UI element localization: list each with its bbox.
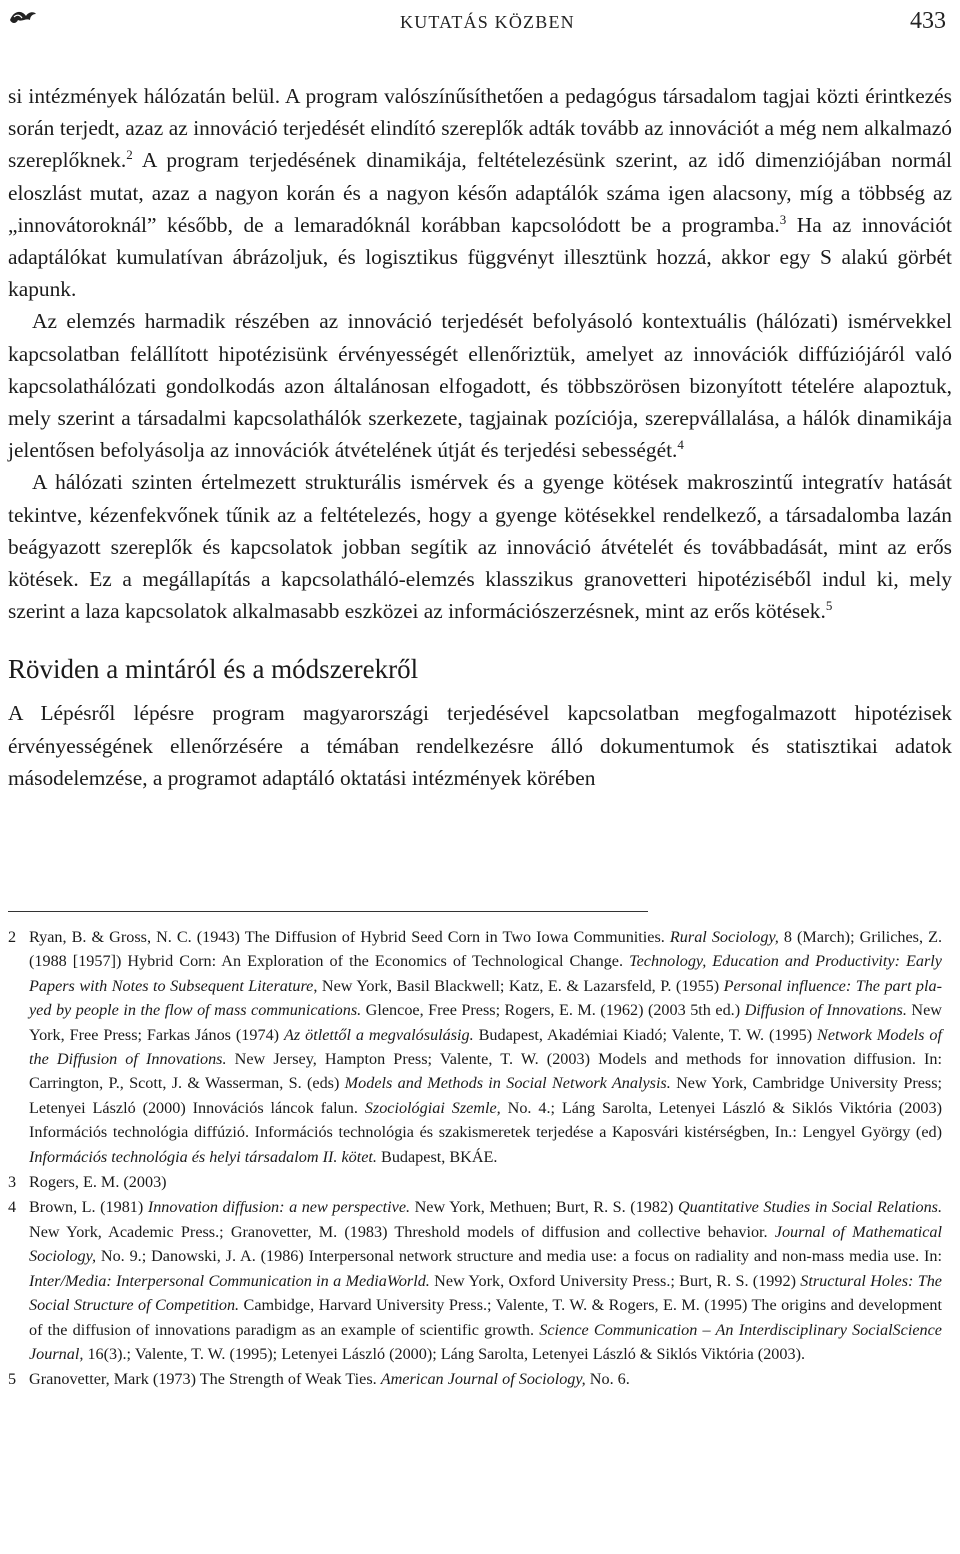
footnote-text: Budapest, Akadémiai Kiadó; Valente, T. W. (1995): [473, 1025, 818, 1044]
running-title: KUTATÁS KÖZBEN: [400, 12, 575, 32]
footnote-text: New Jersey, Hampton Press; Valente, T. W. (2003) Models and methods for innovation diffusion. In: Carrington, P., Scott, J. & Wasserman, S. (eds): [29, 1050, 942, 1093]
footnote-text: Budapest, BKÁE.: [376, 1147, 498, 1166]
footnote-4: [8, 1195, 942, 1366]
footnote-text: New York, Methuen; Burt, R. S. (1982): [410, 1198, 678, 1217]
footnote-number: 5: [8, 1370, 17, 1389]
footnotes: [8, 925, 942, 1392]
footnote-italic: Models and Methods in Social Network Analysis.: [344, 1074, 671, 1093]
footnote-text: 8 (March); Griliches, Z. (1988 [1957]) Hybrid Corn: An Exploration of the Economics of Technological Change.: [29, 928, 943, 971]
paragraph-3-text: A hálózati szinten értelmezett strukturális ismérvek és a gyenge kötések makroszintű integratív hatását tekintve, kézenfekvőnek tűnik az a feltételezés, hogy a gyenge kötésekkel rendelkező, a társadalomba lazán beágyazott szereplők és kapcsolatok jobban segítik az innováció átvételét és továbbadását, mint az erős kötések. Ez a megállapítás a kapcsolatháló-elemzés klasszikus granovetteri hipotéziséből indul ki, mely szerint a laza kapcsolatok alkalmasabb eszközei az információszerzésnek, mint az erős kötések.: [8, 470, 952, 624]
footnote-text: No. 6.: [585, 1370, 630, 1389]
body-text: [8, 80, 952, 794]
paragraph-2-text: Az elemzés harmadik részében az innováció terjedését befolyásoló kontextuális (hálózati) ismérvekkel kapcsolatban felállított hipotézisünk érvényességét ellenőriztük, amelyet az innovációk diffúziójáról való kapcsolathálózati gondolkodás azon általánosan elfogadott, és többszörösen bizonyított tételére alapoztuk, mely szerint a társadalmi kapcsolathálók szerkezete, tagjainak pozíciója, szerepvállalása, a hálók dinamikája jelentősen befolyásolja az innovációk átvételének útját és terjedési sebességét.: [8, 309, 952, 463]
footnote-text: Cambidge, Harvard University Press.; Valente, T. W. & Rogers, E. M. (1995) The origins and development of the diffusion of innovations paradigm as an example of scientific growth.: [29, 1296, 942, 1339]
paragraph-4-text: A Lépésről lépésre program magyarországi terjedésével kapcsolatban megfogalmazott hipotézisek érvényességének ellenőrzésére a témában rendelkezésre álló dokumentumok és statisztikai adatok másodelemzése, a programot adaptáló oktatási intézmények körében: [8, 701, 952, 790]
paragraph-1-text-a: si intézmények hálózatán belül. A program valószínűsíthetően a pedagógus társadalom tagjai közti érintkezés során terjedt, azaz az innováció terjedését elindító szereplők adták tovább az innovációt a még nem alkalmazó szereplőknek.: [8, 84, 952, 173]
paragraph-1-text-b: A program terjedésének dinamikája, feltételezésünk szerint, az idő dimenziójában normál eloszlást mutat, azaz a nagyon korán és a nagyon későn adaptálók száma igen alacsony, míg a többség az „innovátoroknál” később, de a lemaradóknál korábban kapcsolódott be a programba.: [8, 148, 952, 237]
footnote-italic: Technology, Education and Productivity: Early Papers with Notes to Subsequent Literature: [29, 952, 942, 995]
footnote-text: , New York, Basil Blackwell; Katz, E. & Lazarsfeld, P. (1955): [313, 976, 724, 995]
footnote-number: 4: [8, 1198, 17, 1217]
footnote-italic: Innovation diffusion: a new perspective.: [147, 1198, 411, 1217]
footnote-italic: Structural Holes: The Social Structure of Competition.: [29, 1271, 942, 1315]
footnote-text: Rogers, E. M. (2003): [29, 1173, 167, 1192]
footnote-ref-4: 4: [677, 437, 684, 453]
paragraph-3: [8, 466, 952, 627]
footnote-text: New York, Oxford University Press.; Burt, R. S. (1992): [429, 1271, 801, 1290]
footnote-text: New York, Academic Press.; Granovetter, M. (1983) Threshold models of diffusion and collective behavior.: [29, 1222, 775, 1241]
footnote-italic: Diffusion of Innovations.: [744, 1001, 907, 1020]
footnote-italic: Rural Sociology,: [669, 928, 779, 946]
footnote-number: 2: [8, 928, 17, 946]
footnote-text: Brown, L. (1981): [29, 1198, 148, 1217]
footnote-italic: American Journal of Sociology,: [380, 1370, 586, 1389]
footnote-text: No. 9.; Danowski, J. A. (1986) Interpersonal network structure and media use: a focus on radiality and non-mass media use. In:: [96, 1247, 942, 1266]
footnote-ref-2: 2: [126, 147, 133, 163]
paragraph-2: [8, 305, 952, 466]
page-number: 433: [910, 8, 946, 34]
section-heading: Röviden a mintáról és a módszerekről: [8, 654, 419, 685]
footnote-ref-5: 5: [825, 598, 833, 614]
footnote-text: No. 4.; Láng Sarolta, Letenyei László & Siklós Viktória (2003) Információs technológia diffúzió. Információs technológia és szakismeretek terjedése a Kaposvári kistérségben, In.: Lengyel György (ed): [29, 1098, 942, 1142]
footnote-italic: Inter/Media: Interpersonal Communication in a MediaWorld.: [29, 1271, 430, 1290]
footnote-text: Granovetter, Mark (1973) The Strength of Weak Ties.: [29, 1370, 381, 1389]
footnote-2: [8, 925, 942, 1169]
footnote-text: Glencoe, Free Press; Rogers, E. M. (1962) (2003 5th ed.): [361, 1001, 745, 1020]
footnote-italic: Personal influence: The part played by people in the flow of mass communications.: [29, 976, 942, 1020]
paragraph-4: [8, 697, 952, 794]
running-head: [8, 6, 952, 36]
footnote-divider: [8, 911, 648, 912]
footnote-italic: Journal of Mathematical Sociology,: [29, 1222, 943, 1266]
fleuron-icon: [8, 8, 38, 28]
footnote-number: 3: [8, 1173, 17, 1192]
footnote-text: New York, Free Press; Farkas János (1974): [29, 1001, 942, 1044]
footnote-3: [8, 1170, 942, 1194]
paragraph-1: [8, 80, 952, 305]
footnote-italic: Információs technológia és helyi társadalom II. kötet.: [29, 1147, 377, 1166]
footnote-italic: Science Communication – An Interdisciplinary SocialScience Journal,: [29, 1320, 942, 1363]
footnote-italic: Quantitative Studies in Social Relations.: [677, 1198, 943, 1217]
paragraph-1-text-c: Ha az innovációt adaptálókat kumulatívan ábrázoljuk, és logisztikus függvényt illesztünk hozzá, akkor egy S alakú görbét kapunk.: [8, 212, 952, 302]
footnote-italic: Az ötlettől a megvalósulásig.: [284, 1025, 474, 1044]
footnote-italic: Szociológiai Szemle,: [364, 1098, 501, 1117]
footnote-5: [8, 1367, 942, 1391]
footnote-text: 16(3).; Valente, T. W. (1995); Letenyei László (2000); Láng Sarolta, Letenyei László & Siklós Viktória (2003).: [83, 1344, 806, 1363]
footnote-text: Ryan, B. & Gross, N. C. (1943) The Diffusion of Hybrid Seed Corn in Two Iowa Communities.: [29, 928, 670, 946]
footnote-text: New York, Cambridge University Press; Letenyei László (2000) Innovációs láncok falun.: [29, 1074, 942, 1117]
footnote-ref-3: 3: [779, 211, 787, 227]
footnote-italic: Network Models of the Diffusion of Innovations.: [29, 1025, 943, 1069]
